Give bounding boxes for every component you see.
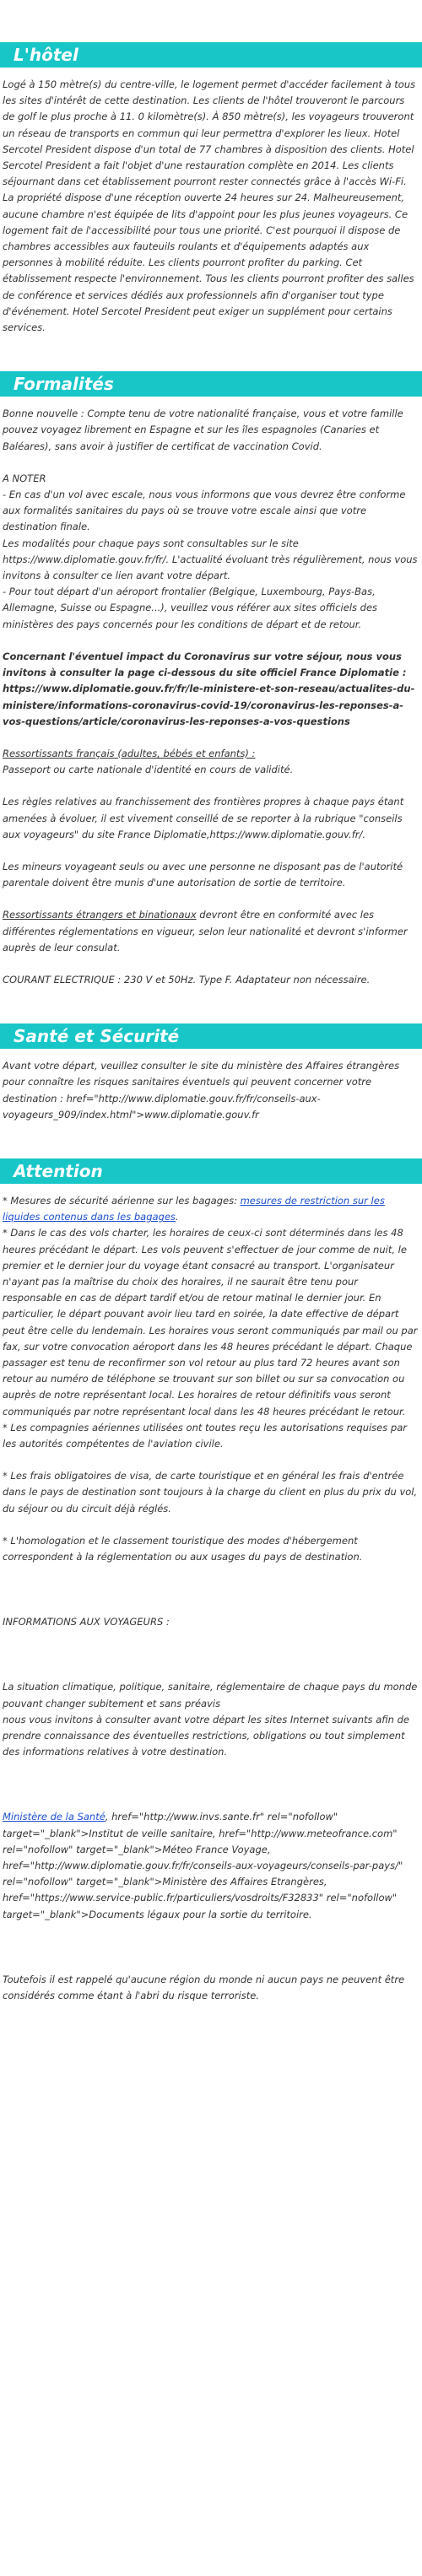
attention-terrorism: Toutefois il est rappelé qu'aucune région du monde ni aucun pays ne peuvent être considérés comme étant à l'abri du risque terroriste. [3,1973,405,2002]
formalites-electric: COURANT ELECTRIQUE : 230 V et 50Hz. Type F. Adaptateur non nécessaire. [3,973,371,986]
formalites-foreign-nationals [0,907,422,956]
hotel-description: Logé à 150 mètre(s) du centre-ville, le logement permet d'accéder facilement à tous les sites d'intérêt de cette destination. Les clients de l'hôtel trouveront le parcours de golf le plus proche à 11. 0 kilomètre(s). À 850 mètre(s), les voyageurs trouveront un réseau de transports en commun qui leur permettra d'explorer les lieux. Hotel Sercotel President dispose d'un total de 77 chambres à disposition des clients. Hotel Sercotel President a fait l'objet d'une restauration complète en 2014. Les clients séjournant dans cet établissement pourront rester connectés grâce à l'accès Wi-Fi. La propriété dispose d'une réception ouverte 24 heures sur 24. Malheureusement, aucune chambre n'est équipée de lits d'appoint pour les plus jeunes voyageurs. Ce logement fait de l'accessibilité pour tous une priorité. C'est pourquoi il dispose de chambres accessibles aux fauteuils roulants et d'équipements adaptés aux personnes à mobilité réduite. Les clients pourront profiter du parking. Cet établissement respecte l'environnement. Tous les clients pourront profiter des salles de conférence et services dédiés aux professionnels afin d'organiser tout type d'événement. Hotel Sercotel President peut exiger un supplément pour certains services. [3,78,416,334]
attention-info-heading: INFORMATIONS AUX VOYAGEURS : [3,1616,170,1628]
formalites-minors: Les mineurs voyageant seuls ou avec une personne ne disposant pas de l'autorité parentale doivent être munis d'une autorisation de sortie de territoire. [3,860,403,889]
formalites-covid-bold: Concernant l'éventuel impact du Coronavirus sur votre séjour, nous vous invitons à consulter la page ci-dessous du site officiel France Diplomatie : https://www.diplomatie.gouv.fr/fr/le-ministere-et-son-reseau/actualites-du-ministere/informations-coronavirus-covid-19/coronavirus-les-reponses-a-vos-questions/article/coronavirus-les-reponses-a-vos-questions [3,650,415,727]
formalites-border-rules: Les règles relatives au franchissement des frontières propres à chaque pays étant amenées à évoluer, il est vivement conseillé de se reporter à la rubrique "conseils aux voyageurs" du site France Diplomatie,https://www.diplomatie.gouv.fr/. [3,796,404,840]
sante-text: Avant votre départ, veuillez consulter le site du ministère des Affaires étrangères pour connaître les risques sanitaires éventuels qui peuvent concerner votre destination : href="http://www.diplomatie.gouv.fr/fr/conseils-aux-voyageurs_909/index.html">www.diplomatie.gouv.fr [3,1060,400,1121]
liquids-restriction-link[interactable]: mesures de restriction sur les liquides contenus dans les bagages [3,1194,385,1223]
attention-luggage [0,1193,422,1225]
attention-charter: * Dans le cas des vols charter, les horaires de ceux-ci sont déterminés dans les 48 heures précédant le départ. Les vols peuvent s'effectuer de jour comme de nuit, le premier et le dernier jour du voyage étant consacré au transport. L'organisateur n'ayant pas la maîtrise du choix des horaires, il ne saurait être tenu pour responsable en cas de départ tardif et/ou de retour matinal le dernier jour. En particulier, le départ pouvant avoir lieu tard en soirée, la date effective de départ peut être celle du lendemain. Les horaires vous seront communiqués par mail ou par fax, sur votre convocation aéroport dans les 48 heures précédant le départ. Chaque passager est tenu de reconfirmer son vol retour au plus tard 72 heures avant son retour au numéro de téléphone se trouvant sur son billet ou sur sa convocation ou auprès de notre représentant local. Les horaires de retour définitifs vous seront communiqués par notre représentant local dans les 48 heures précédant le retour. * Les compagnies aériennes utilisées ont toutes reçu les autorisations requises par les autorités compétentes de l'aviation civile. [3,1227,418,1450]
formalites-covid-info [0,649,422,730]
french-nationals-text: Passeport ou carte nationale d'identité en cours de validité. [3,764,294,776]
attention-section-title: Attention [0,1158,422,1184]
formalites-french-nationals [0,746,422,778]
attention-links [0,1809,422,1922]
attention-situation: La situation climatique, politique, sanitaire, réglementaire de chaque pays du monde pouvant changer subitement et sans préavis nous vous invitons à consulter avant votre départ les sites Internet suivants afin de prendre connaissance des éventuelles restrictions, obligations ou tout simplement des informations relatives à votre destination. [3,1681,418,1758]
attention-links-text: , href="http://www.invs.sante.fr" rel="nofollow" target="_blank">Institut de veille sanitaire, href="http://www.meteofrance.com" rel="nofollow" target="_blank">Méteo France Voyage, href="http://www.diplomatie.gouv.fr/fr/conseils-aux-voyageurs/conseils-par-pays/" rel="nofollow" target="_blank">Ministère des Affaires Etrangères, href="https://www.service-public.fr/particuliers/vosdroits/F32833" rel="nofollow" target="_blank">Documents légaux pour la sortie du territoire. [3,1811,403,1920]
attention-visa: * Les frais obligatoires de visa, de carte touristique et en général les frais d'entrée dans le pays de destination sont toujours à la charge du client en plus du prix du vol, du séjour ou du circuit déjà réglés. [3,1470,418,1515]
luggage-prefix: * Mesures de sécurité aérienne sur les bagages: [3,1194,241,1207]
foreign-nationals-text: devront être en conformité avec les différentes réglementations en vigueur, selon leur nationalité et devront s'informer auprès de leur consulat. [3,909,408,953]
hotel-section-title: L'hôtel [0,42,422,68]
attention-homologation: * L'homologation et le classement touristique des modes d'hébergement correspondent à la réglementation ou aux usages du pays de destination. [3,1534,363,1563]
formalites-note: A NOTER - En cas d'un vol avec escale, nous vous informons que vous devrez être conforme aux formalités sanitaires du pays où se trouve votre escale ainsi que votre destination finale. Les modalités pour chaque pays sont consultables sur le site https://www.diplomatie.gouv.fr/fr/. L'actualité évoluant très régulièrement, nous vous invitons à consulter ce lien avant votre départ. - Pour tout départ d'un aéroport frontalier (Belgique, Luxembourg, Pays-Bas, Allemagne, Suisse ou Espagne...), veuillez vous référer aux sites officiels des ministères des pays concernés pour les conditions de départ et de retour. [3,472,418,630]
luggage-suffix: . [175,1211,179,1223]
formalites-section-title: Formalités [0,371,422,397]
french-nationals-heading: Ressortissants français (adultes, bébés et enfants) : [3,747,256,759]
formalites-paragraph-1: Bonne nouvelle : Compte tenu de votre nationalité française, vous et votre famille pouvez voyagez librement en Espagne et sur les îles espagnoles (Canaries et Baléares), sans avoir à justifier de certificat de vaccination Covid. [3,408,403,452]
foreign-nationals-heading: Ressortissants étrangers et binationaux [3,909,197,921]
ministere-sante-link[interactable]: Ministère de la Santé [3,1811,106,1823]
sante-section-title: Santé et Sécurité [0,1023,422,1049]
